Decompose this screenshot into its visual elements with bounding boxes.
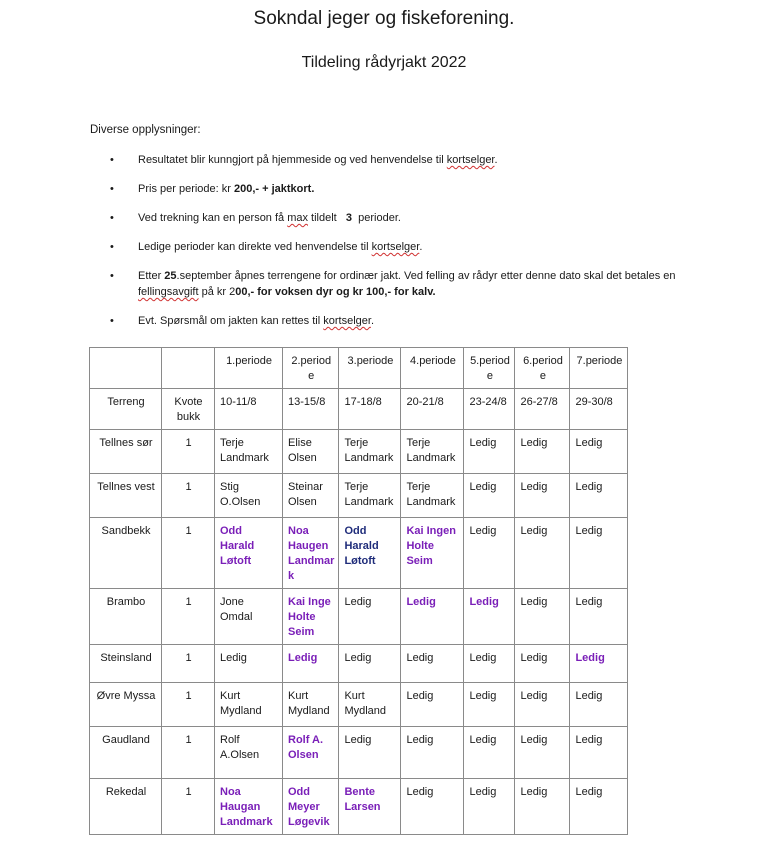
period-cell: Ledig <box>570 518 628 589</box>
period-cell: Ledig <box>401 589 464 645</box>
period-cell: Ledig <box>515 589 570 645</box>
period-cell: Kurt Mydland <box>339 683 401 727</box>
kvote-value: 1 <box>162 430 215 474</box>
period-cell: Kurt Mydland <box>215 683 283 727</box>
period-cell: Ledig <box>464 779 515 835</box>
kvote-value: 1 <box>162 727 215 779</box>
period-cell: Kai Inge Holte Seim <box>283 589 339 645</box>
period-cell: Terje Landmark <box>339 430 401 474</box>
info-item-max: • Ved trekning kan en person få max tildelt 3 perioder. <box>110 210 690 226</box>
period-cell: Steinar Olsen <box>283 474 339 518</box>
table-row-gaudland <box>90 727 628 779</box>
period-cell: Terje Landmark <box>401 430 464 474</box>
terreng-header: Terreng <box>90 389 162 430</box>
info-item-september: • Etter 25.september åpnes terrengene for ordinær jakt. Ved felling av rådyr etter denne dato skal det betales en fellingsavgift på kr 200,- for voksen dyr og kr 100,- for kalv. <box>110 268 690 300</box>
kvote-value: 1 <box>162 779 215 835</box>
period-cell: Ledig <box>515 474 570 518</box>
period-cell: Elise Olsen <box>283 430 339 474</box>
period-cell: Ledig <box>464 727 515 779</box>
period-cell: Ledig <box>401 779 464 835</box>
period-cell: Terje Landmark <box>401 474 464 518</box>
period-cell: Ledig <box>515 727 570 779</box>
period-cell: Jone Omdal <box>215 589 283 645</box>
info-item-result: • Resultatet blir kunngjort på hjemmeside og ved henvendelse til kortselger. <box>110 152 690 168</box>
period-cell: Ledig <box>401 727 464 779</box>
table-row-tellnes-vest <box>90 474 628 518</box>
info-heading: Diverse opplysninger: <box>90 124 201 136</box>
period-cell: Ledig <box>570 645 628 683</box>
info-list <box>110 152 690 329</box>
date-cell: 23-24/8 <box>464 389 515 430</box>
kvote-value: 1 <box>162 474 215 518</box>
period-cell: Bente Larsen <box>339 779 401 835</box>
period-cell: Ledig <box>464 645 515 683</box>
period-cell: Ledig <box>339 727 401 779</box>
period-cell: Ledig <box>464 683 515 727</box>
terreng-name: Rekedal <box>90 779 162 835</box>
table-row-rekedal <box>90 779 628 835</box>
date-cell: 13-15/8 <box>283 389 339 430</box>
period-cell: Noa Haugen Landmar k <box>283 518 339 589</box>
period-cell: Ledig <box>570 683 628 727</box>
period-header-row <box>90 348 628 389</box>
period-header: 3.periode <box>339 348 401 389</box>
period-cell: Noa Haugan Landmark <box>215 779 283 835</box>
terreng-name: Sandbekk <box>90 518 162 589</box>
period-cell: Ledig <box>570 474 628 518</box>
kvote-value: 1 <box>162 589 215 645</box>
kvote-header: Kvote bukk <box>162 389 215 430</box>
period-header: 4.periode <box>401 348 464 389</box>
date-cell: 17-18/8 <box>339 389 401 430</box>
terreng-name: Tellnes vest <box>90 474 162 518</box>
document-subtitle: Tildeling rådyrjakt 2022 <box>301 54 467 71</box>
table-row-steinsland <box>90 645 628 683</box>
period-cell: Ledig <box>464 518 515 589</box>
table-row-brambo <box>90 589 628 645</box>
period-cell: Ledig <box>570 430 628 474</box>
table-row-tellnes-sor <box>90 430 628 474</box>
period-cell: Rolf A. Olsen <box>283 727 339 779</box>
kvote-value: 1 <box>162 645 215 683</box>
date-cell: 20-21/8 <box>401 389 464 430</box>
period-cell: Ledig <box>515 518 570 589</box>
period-cell: Ledig <box>570 779 628 835</box>
terreng-name: Brambo <box>90 589 162 645</box>
period-header: 1.periode <box>215 348 283 389</box>
period-cell: Terje Landmark <box>339 474 401 518</box>
period-cell: Odd Meyer Løgevik <box>283 779 339 835</box>
period-cell: Ledig <box>215 645 283 683</box>
period-header: 2.period e <box>283 348 339 389</box>
period-cell: Ledig <box>464 430 515 474</box>
table-row-ovre-myssa <box>90 683 628 727</box>
terreng-name: Tellnes sør <box>90 430 162 474</box>
period-cell: Ledig <box>515 645 570 683</box>
table-row-sandbekk <box>90 518 628 589</box>
period-cell: Kai Ingen Holte Seim <box>401 518 464 589</box>
terreng-name: Steinsland <box>90 645 162 683</box>
period-cell: Kurt Mydland <box>283 683 339 727</box>
period-cell: Ledig <box>339 589 401 645</box>
period-cell: Ledig <box>401 683 464 727</box>
period-cell: Stig O.Olsen <box>215 474 283 518</box>
period-cell: Ledig <box>515 779 570 835</box>
period-cell: Ledig <box>339 645 401 683</box>
period-cell: Odd Harald Løtoft <box>215 518 283 589</box>
period-header: 7.periode <box>570 348 628 389</box>
period-cell: Ledig <box>570 727 628 779</box>
info-item-available: • Ledige perioder kan direkte ved henvendelse til kortselger. <box>110 239 690 255</box>
period-cell: Odd Harald Løtoft <box>339 518 401 589</box>
period-header: 5.period e <box>464 348 515 389</box>
period-cell: Ledig <box>515 683 570 727</box>
terreng-name: Øvre Myssa <box>90 683 162 727</box>
info-item-questions: • Evt. Spørsmål om jakten kan rettes til kortselger. <box>110 313 690 329</box>
period-cell: Ledig <box>515 430 570 474</box>
period-cell: Ledig <box>464 474 515 518</box>
allocation-table <box>89 347 628 835</box>
kvote-value: 1 <box>162 518 215 589</box>
period-cell: Ledig <box>464 589 515 645</box>
period-cell: Terje Landmark <box>215 430 283 474</box>
date-cell: 29-30/8 <box>570 389 628 430</box>
document-title: Sokndal jeger og fiskeforening. <box>253 8 515 29</box>
date-cell: 26-27/8 <box>515 389 570 430</box>
kvote-value: 1 <box>162 683 215 727</box>
info-item-price: • Pris per periode: kr 200,- + jaktkort. <box>110 181 690 197</box>
period-cell: Rolf A.Olsen <box>215 727 283 779</box>
date-cell: 10-11/8 <box>215 389 283 430</box>
terreng-name: Gaudland <box>90 727 162 779</box>
period-cell: Ledig <box>283 645 339 683</box>
period-cell: Ledig <box>570 589 628 645</box>
period-cell: Ledig <box>401 645 464 683</box>
period-header: 6.period e <box>515 348 570 389</box>
date-header-row <box>90 389 628 430</box>
